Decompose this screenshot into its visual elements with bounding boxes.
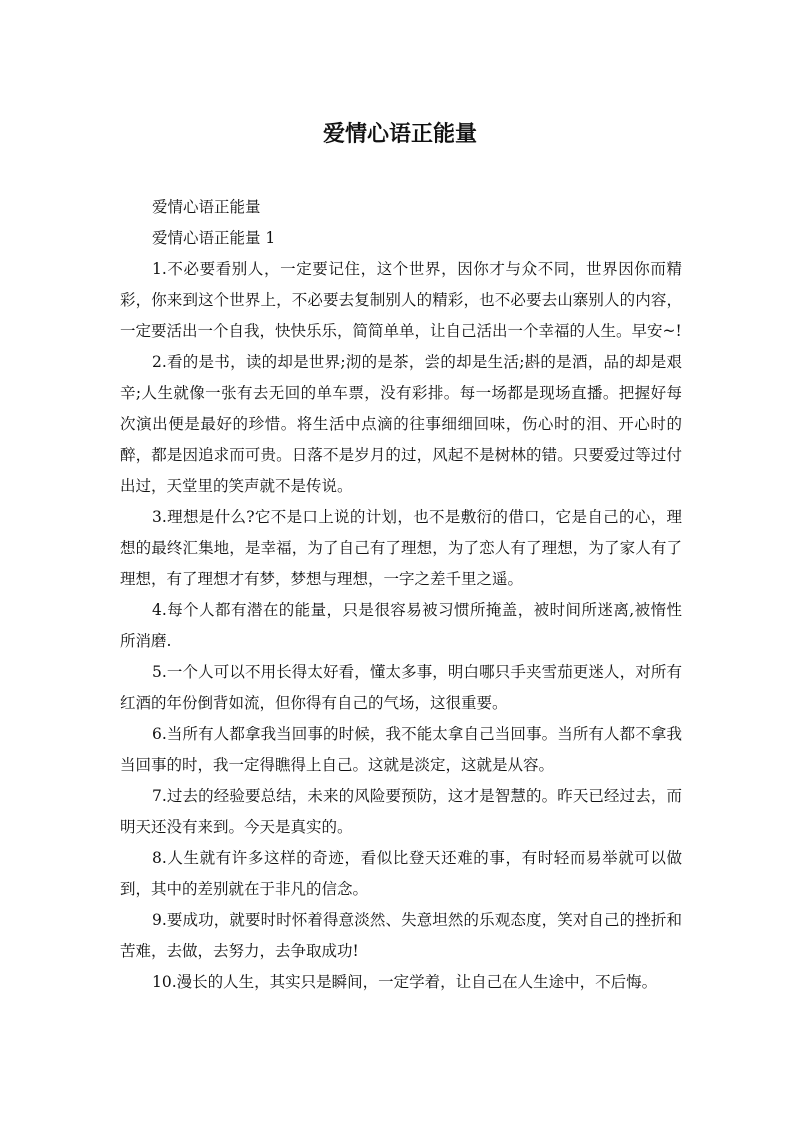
paragraph-8: 8.人生就有许多这样的奇迹，看似比登天还难的事，有时轻而易举就可以做到，其中的差别就在于非凡的信念。 [120,849,682,898]
paragraph-10: 10.漫长的人生，其实只是瞬间，一定学着，让自己在人生途中，不后悔。 [152,973,658,991]
document-title: 爱情心语正能量 [322,122,477,147]
document-body [120,192,682,998]
paragraph-4: 4.每个人都有潜在的能量，只是很容易被习惯所掩盖，被时间所迷离,被惰性所消磨. [120,601,682,650]
paragraph-9: 9.要成功，就要时时怀着得意淡然、失意坦然的乐观态度，笑对自己的挫折和苦难，去做，去努力，去争取成功! [120,911,682,960]
paragraph-3: 3.理想是什么?它不是口上说的计划，也不是敷衍的借口，它是自己的心，理想的最终汇集地，是幸福，为了自己有了理想，为了恋人有了理想，为了家人有了理想，有了理想才有梦，梦想与理想，一字之差千里之遥。 [120,508,682,588]
paragraph-2: 2.看的是书，读的却是世界;沏的是茶，尝的却是生活;斟的是酒，品的却是艰辛;人生就像一张有去无回的单车票，没有彩排。每一场都是现场直播。把握好每次演出便是最好的珍惜。将生活中点滴的往事细细回味，伤心时的泪、开心时的醉，都是因追求而可贵。日落不是岁月的过，风起不是树林的错。只要爱过等过付出过，天堂里的笑声就不是传说。 [120,353,682,495]
paragraph-5: 5.一个人可以不用长得太好看，懂太多事，明白哪只手夹雪茄更迷人，对所有红酒的年份倒背如流，但你得有自己的气场，这很重要。 [120,663,682,712]
paragraph-6: 6.当所有人都拿我当回事的时候，我不能太拿自己当回事。当所有人都不拿我当回事的时，我一定得瞧得上自己。这就是淡定，这就是从容。 [120,725,682,774]
paragraph-1: 1.不必要看别人，一定要记住，这个世界，因你才与众不同，世界因你而精彩，你来到这个世界上，不必要去复制别人的精彩，也不必要去山寨别人的内容，一定要活出一个自我，快快乐乐，简简单单，让自己活出一个幸福的人生。早安~! [120,260,682,340]
document-subtitle: 爱情心语正能量 [152,198,261,216]
paragraph-7: 7.过去的经验要总结，未来的风险要预防，这才是智慧的。昨天已经过去，而明天还没有来到。今天是真实的。 [120,787,682,836]
section-heading: 爱情心语正能量 1 [152,229,276,247]
